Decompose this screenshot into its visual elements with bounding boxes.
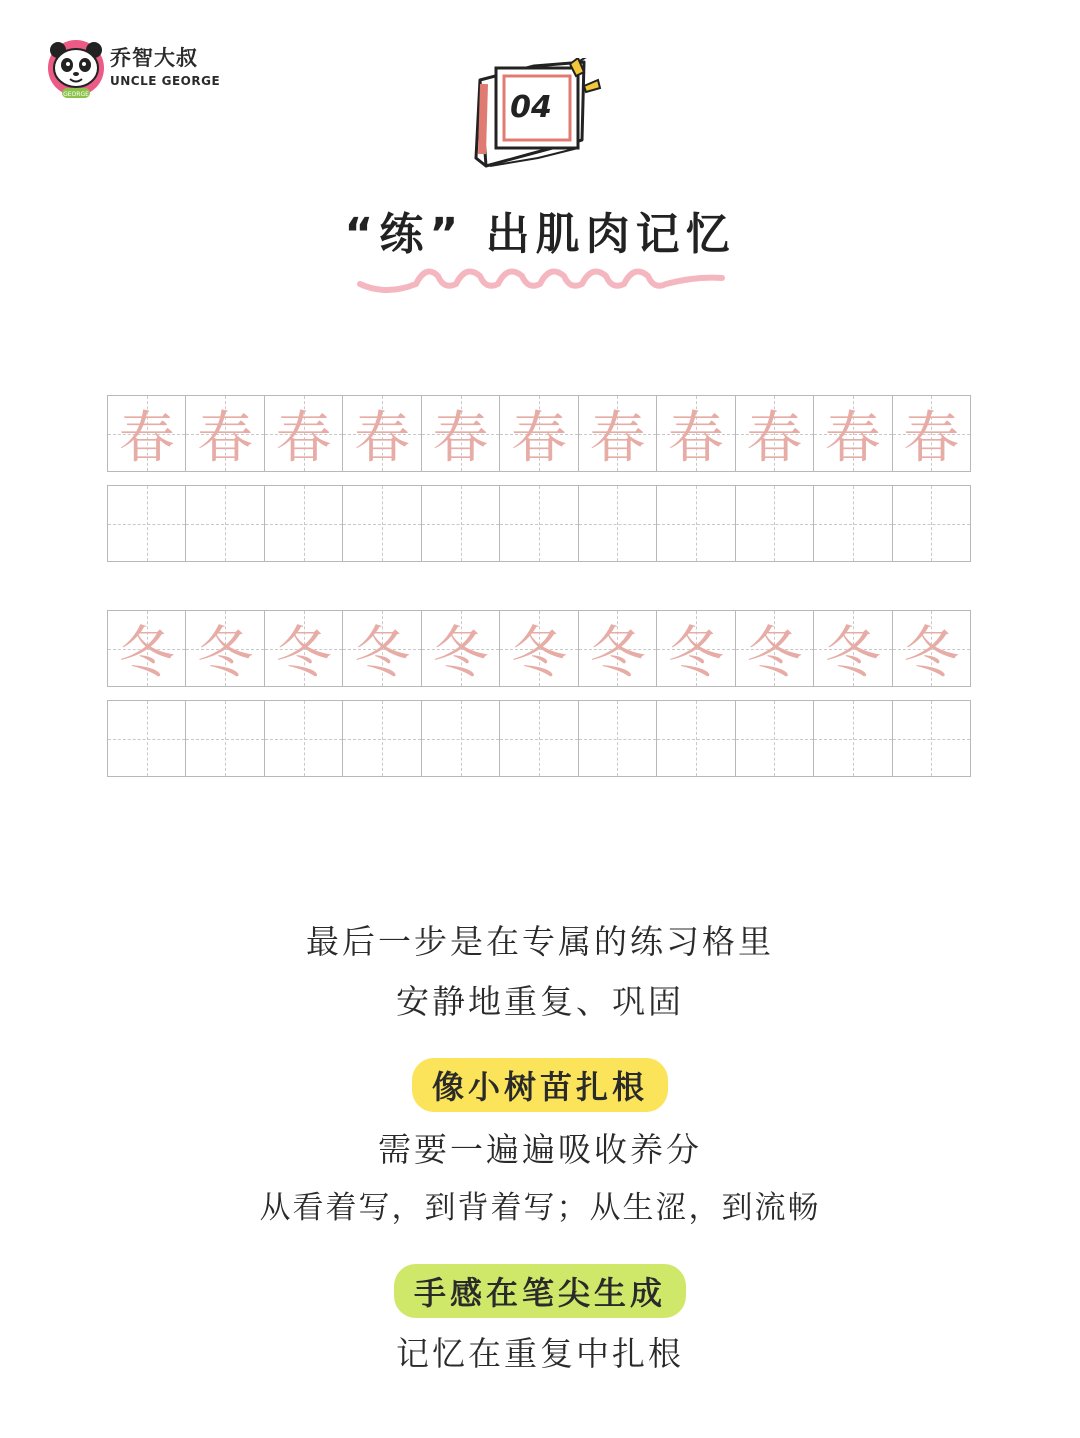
blank-practice-cell[interactable] [500, 486, 578, 561]
blank-practice-cell[interactable] [265, 486, 343, 561]
guide-cell [422, 396, 500, 471]
guide-cell [814, 396, 892, 471]
highlight-2 [0, 1264, 1080, 1318]
blank-practice-cell[interactable] [343, 486, 421, 561]
guide-cell [186, 611, 264, 686]
blank-practice-cell[interactable] [422, 701, 500, 776]
blank-practice-cell[interactable] [186, 486, 264, 561]
guide-character: 春 [903, 405, 960, 471]
guide-character: 春 [432, 405, 489, 471]
body-line-2: 安静地重复、巩固 [396, 982, 684, 1021]
svg-text:GEORGE: GEORGE [63, 91, 89, 98]
section-number: 04 [510, 90, 552, 125]
blank-practice-cell[interactable] [108, 701, 186, 776]
guide-cell [736, 611, 814, 686]
guide-character: 冬 [589, 620, 646, 686]
guide-cell [500, 396, 578, 471]
guide-row-dong [107, 610, 971, 687]
guide-character: 春 [354, 405, 411, 471]
guide-character: 春 [510, 405, 567, 471]
blank-practice-cell[interactable] [108, 486, 186, 561]
guide-cell [108, 611, 186, 686]
guide-cell [579, 396, 657, 471]
body-line-5: 记忆在重复中扎根 [396, 1334, 684, 1373]
body-line-4: 从看着写，到背着写；从生涩，到流畅 [259, 1190, 821, 1226]
guide-character: 冬 [510, 620, 567, 686]
squiggle-decoration [356, 254, 726, 300]
guide-cell [343, 396, 421, 471]
guide-character: 冬 [824, 620, 881, 686]
page-title: “练” 出肌肉记忆 [344, 209, 736, 260]
guide-character: 冬 [432, 620, 489, 686]
blank-practice-cell[interactable] [500, 701, 578, 776]
guide-character: 春 [197, 405, 254, 471]
blank-practice-cell[interactable] [736, 486, 814, 561]
guide-cell [657, 396, 735, 471]
guide-character: 春 [589, 405, 646, 471]
guide-cell [736, 396, 814, 471]
blank-practice-cell[interactable] [814, 486, 892, 561]
guide-cell [108, 396, 186, 471]
guide-cell [579, 611, 657, 686]
blank-practice-cell[interactable] [579, 701, 657, 776]
blank-practice-cell[interactable] [657, 701, 735, 776]
practice-row-chun[interactable] [107, 485, 971, 562]
guide-cell [893, 396, 970, 471]
blank-practice-cell[interactable] [343, 701, 421, 776]
panda-icon [44, 38, 108, 102]
guide-character: 冬 [275, 620, 332, 686]
body-line-3: 需要一遍遍吸收养分 [378, 1130, 702, 1169]
guide-character: 冬 [667, 620, 724, 686]
highlight-1 [0, 1058, 1080, 1112]
guide-character: 冬 [354, 620, 411, 686]
blank-practice-cell[interactable] [422, 486, 500, 561]
blank-practice-cell[interactable] [186, 701, 264, 776]
guide-row-chun [107, 395, 971, 472]
guide-character: 春 [746, 405, 803, 471]
logo-name-en: UNCLE GEORGE [110, 74, 221, 88]
body-line-1: 最后一步是在专属的练习格里 [306, 922, 774, 961]
guide-cell [500, 611, 578, 686]
guide-cell [422, 611, 500, 686]
guide-cell [265, 396, 343, 471]
guide-character: 冬 [903, 620, 960, 686]
brand-logo [44, 38, 224, 98]
guide-cell [343, 611, 421, 686]
blank-practice-cell[interactable] [265, 701, 343, 776]
guide-cell [814, 611, 892, 686]
practice-row-dong[interactable] [107, 700, 971, 777]
guide-character: 春 [275, 405, 332, 471]
blank-practice-cell[interactable] [893, 486, 970, 561]
guide-cell [186, 396, 264, 471]
guide-character: 春 [118, 405, 175, 471]
guide-character: 冬 [197, 620, 254, 686]
guide-character: 春 [667, 405, 724, 471]
blank-practice-cell[interactable] [579, 486, 657, 561]
highlight-2-text: 手感在笔尖生成 [394, 1264, 686, 1318]
logo-name-cn: 乔智大叔 [110, 46, 198, 70]
guide-character: 冬 [118, 620, 175, 686]
blank-practice-cell[interactable] [814, 701, 892, 776]
guide-cell [265, 611, 343, 686]
blank-practice-cell[interactable] [893, 701, 970, 776]
guide-character: 冬 [746, 620, 803, 686]
blank-practice-cell[interactable] [657, 486, 735, 561]
blank-practice-cell[interactable] [736, 701, 814, 776]
guide-character: 春 [824, 405, 881, 471]
guide-cell [893, 611, 970, 686]
highlight-1-text: 像小树苗扎根 [412, 1058, 668, 1112]
guide-cell [657, 611, 735, 686]
